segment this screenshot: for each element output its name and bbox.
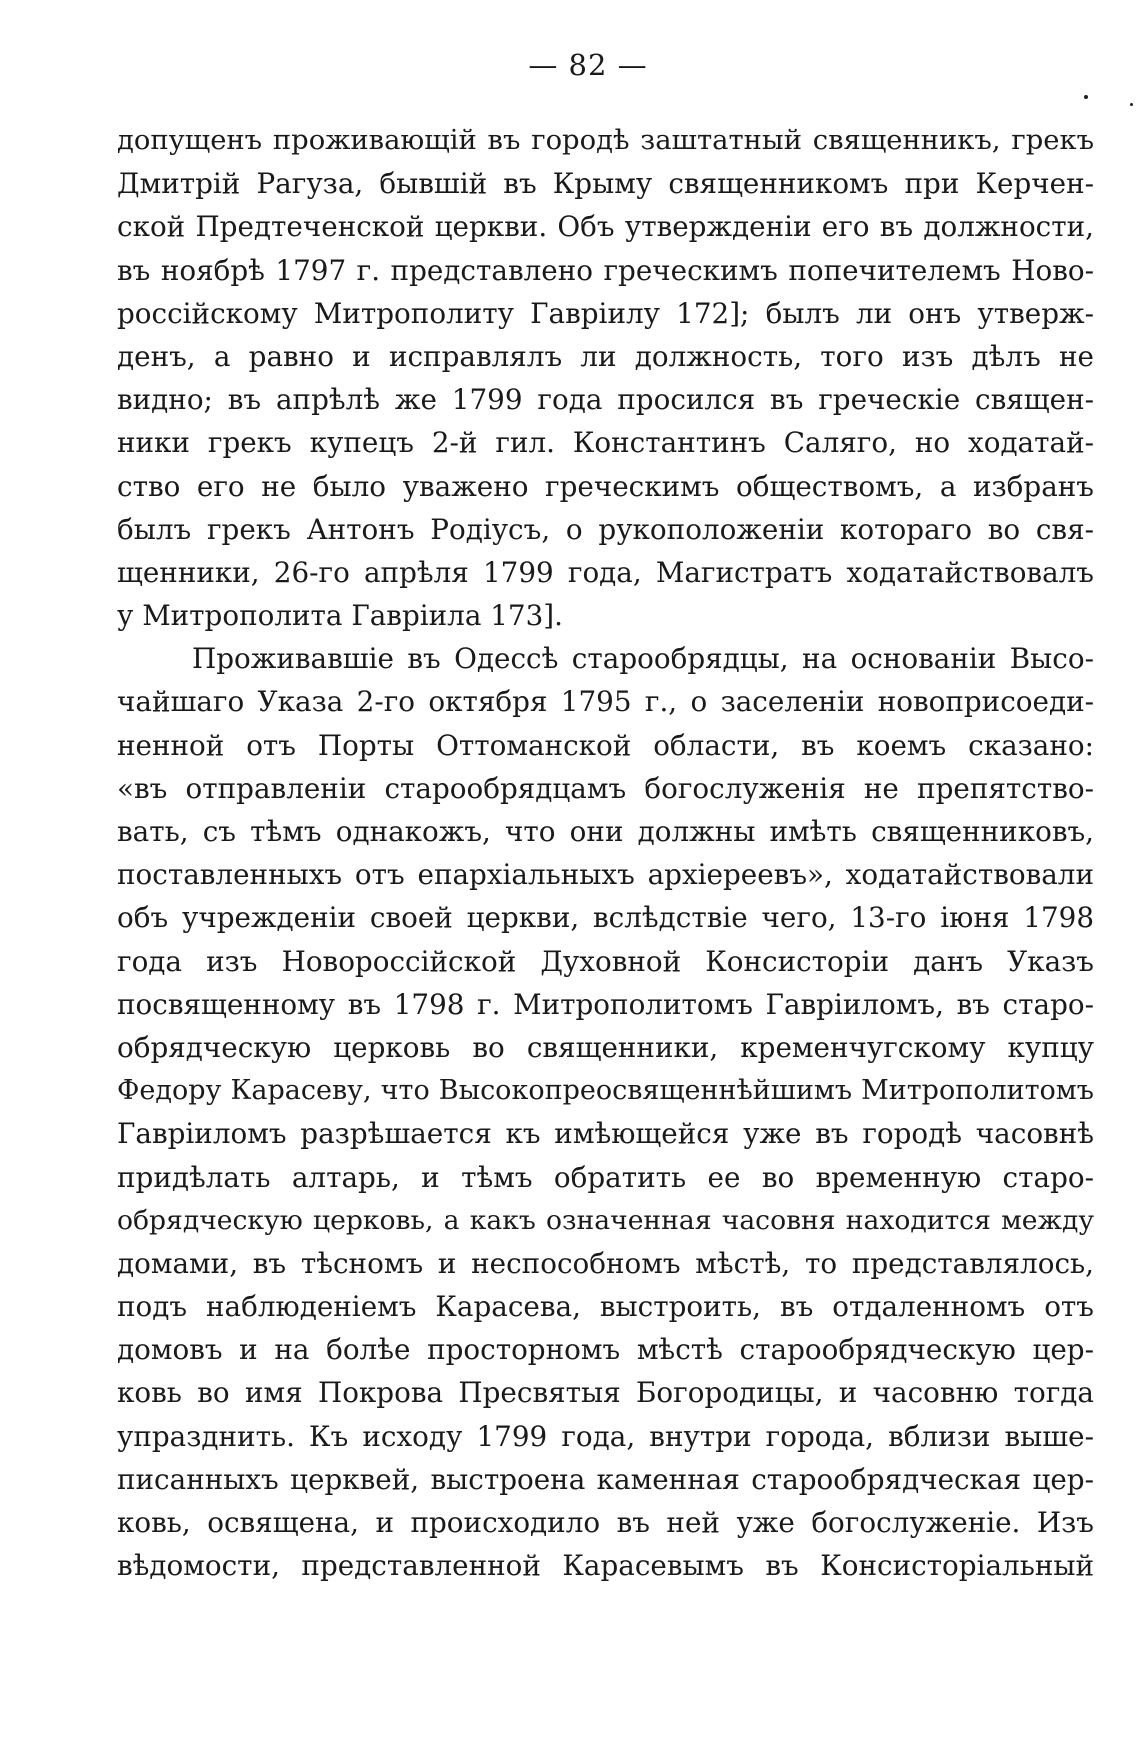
body-text — [117, 119, 1094, 1587]
text-line: обрядческую церковь во священники, кременчугскому купцу — [117, 1030, 1094, 1064]
paragraph-2 — [117, 637, 1094, 1587]
text-line: у Митрополита Гавріила 173]. — [117, 599, 563, 633]
text-line: допущенъ проживающій въ городѣ заштатный священникъ, грекъ — [117, 125, 1094, 156]
print-speck — [1130, 103, 1133, 106]
text-line: подъ наблюденіемъ Карасева, выстроить, въ отдаленномъ отъ — [117, 1290, 1094, 1324]
text-line: домовъ и на болѣе просторномъ мѣстѣ старообрядческую цер- — [117, 1333, 1094, 1367]
text-line: ковь, освящена, и происходило въ ней уже богослуженіе. Изъ — [117, 1506, 1094, 1539]
text-line: былъ грекъ Антонъ Родіусъ, о рукоположеніи котораго во свя- — [117, 512, 1094, 546]
text-line: чайшаго Указа 2-го октября 1795 г., о заселеніи новоприсоеди- — [117, 685, 1094, 719]
paragraph-1 — [117, 119, 1094, 637]
text-line: посвященному въ 1798 г. Митрополитомъ Гавріиломъ, въ старо- — [117, 987, 1094, 1021]
text-line: денъ, а равно и исправлялъ ли должность, того изъ дѣлъ не — [117, 339, 1094, 373]
text-line: ство его не было уважено греческимъ обществомъ, а избранъ — [117, 469, 1094, 503]
text-line: вать, съ тѣмъ однакожъ, что они должны имѣть священниковъ, — [117, 815, 1094, 848]
text-line: Федору Карасеву, что Высокопреосвященнѣйшимъ Митрополитомъ — [117, 1075, 1094, 1107]
text-line: «въ отправленіи старообрядцамъ богослуженія не препятство- — [117, 771, 1094, 805]
text-line: Дмитрій Рагуза, бывшій въ Крыму священникомъ при Керчен- — [117, 167, 1094, 201]
text-line: видно; въ апрѣлѣ же 1799 года просился въ греческіе священ- — [117, 383, 1094, 417]
text-line: Гавріиломъ разрѣшается къ имѣющейся уже въ городѣ часовнѣ — [117, 1117, 1094, 1151]
text-line: упразднить. Къ исходу 1799 года, внутри города, вблизи выше- — [117, 1419, 1094, 1453]
text-line: объ учрежденіи своей церкви, вслѣдствіе чего, 13-го іюня 1798 — [117, 901, 1094, 935]
text-line: вѣдомости, представленной Карасевымъ въ Консисторіальный — [117, 1549, 1094, 1583]
text-line: домами, въ тѣсномъ и неспособномъ мѣстѣ, то представлялось, — [117, 1246, 1094, 1280]
print-speck — [1084, 95, 1088, 99]
text-line: ненной отъ Порты Оттоманской области, въ коемъ сказано: — [117, 728, 1094, 762]
text-line: въ ноябрѣ 1797 г. представлено греческимъ попечителемъ Ново- — [117, 253, 1094, 287]
text-line: обрядческую церковь, а какъ означенная часовня находится между — [117, 1204, 1094, 1236]
text-line: щенники, 26-го апрѣля 1799 года, Магистратъ ходатайствовалъ — [117, 555, 1094, 589]
text-line: года изъ Новороссійской Духовной Консисторіи данъ Указъ — [117, 944, 1094, 978]
text-line: россійскому Митрополиту Гавріилу 172]; былъ ли онъ утверж- — [117, 296, 1094, 330]
text-line: придѣлать алтарь, и тѣмъ обратить ее во временную старо- — [117, 1160, 1094, 1194]
text-line: ской Предтеченской церкви. Объ утвержденіи его въ должности, — [117, 210, 1094, 244]
text-line: ники грекъ купецъ 2-й гил. Константинъ Саляго, но ходатай- — [117, 426, 1094, 460]
text-line: писанныхъ церквей, выстроена каменная старообрядческая цер- — [117, 1462, 1094, 1496]
text-line: поставленныхъ отъ епархіальныхъ архіереевъ», ходатайствовали — [117, 858, 1094, 892]
page-number: — 82 — — [528, 48, 648, 82]
text-line: Проживавшіе въ Одессѣ старообрядцы, на основаніи Высо- — [192, 642, 1094, 676]
text-line: ковь во имя Покрова Пресвятыя Богородицы, и часовню тогда — [117, 1376, 1094, 1410]
